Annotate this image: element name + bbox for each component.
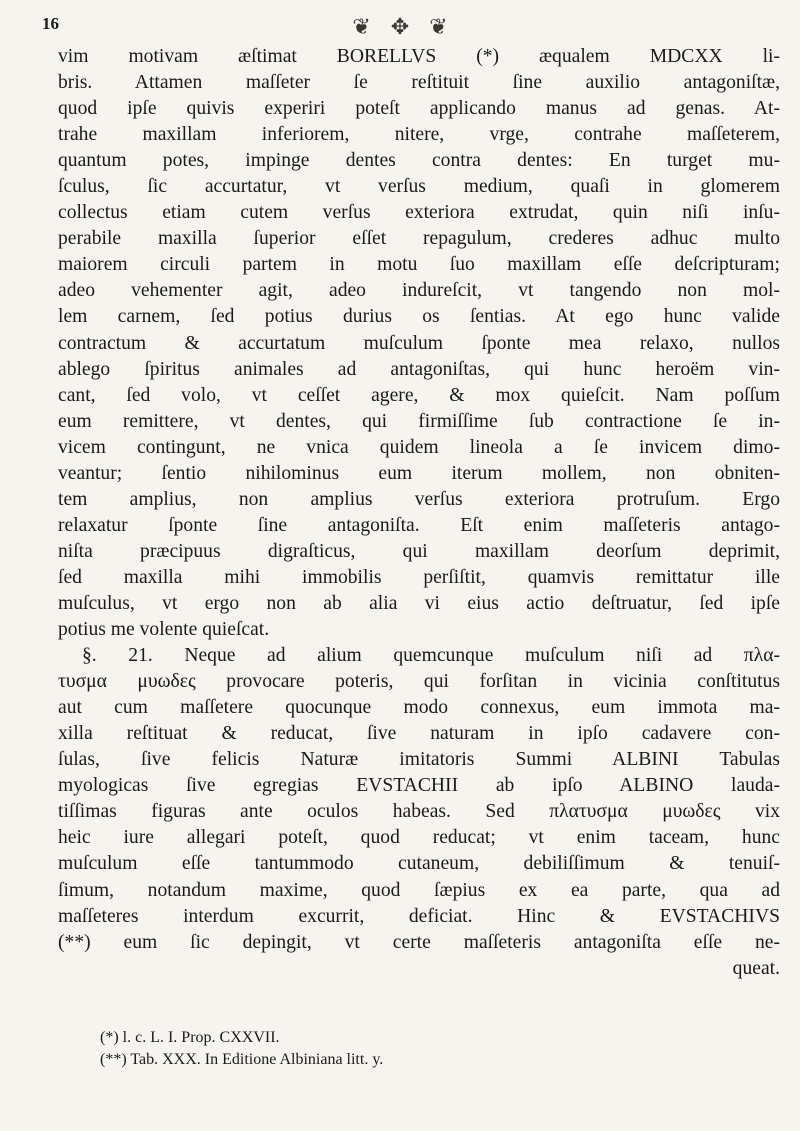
text-line: quantum potes, impinge dentes contra dentes: En turget mu- (58, 150, 780, 172)
section-heading-line: §. 21. Neque ad alium quemcunque muſculum niſi ad πλα- (82, 645, 780, 667)
text-line: tem amplius, non amplius verſus exteriora protruſum. Ergo (58, 488, 780, 510)
footnote-1: (*) l. c. L. I. Prop. CXXVII. (100, 1029, 280, 1046)
text-line: ſed maxilla mihi immobilis perſiſtit, quamvis remittatur ille (58, 566, 780, 588)
text-line: lem carnem, ſed potius durius os ſentias. At ego hunc valide (58, 306, 780, 328)
text-line: cant, ſed volo, vt ceſſet agere, & mox quieſcit. Nam poſſum (58, 384, 780, 406)
text-line: trahe maxillam inferiorem, nitere, vrge, contrahe maſſeterem, (58, 124, 780, 146)
catchword-line: queat. (732, 957, 780, 979)
text-line: ſimum, notandum maxime, quod ſæpius ex ea parte, qua ad (58, 879, 780, 901)
text-line: ſulas, ſive felicis Naturæ imitatoris Summi ALBINI Tabulas (58, 749, 780, 771)
text-line: eum remittere, vt dentes, qui firmiſſime ſub contractione ſe in- (58, 410, 780, 432)
text-line: niſta præcipuus digraſticus, qui maxillam deorſum deprimit, (58, 540, 780, 562)
text-line: τυσμα μυωδες provocare poteris, qui forſitan in vicinia conſtitutus (58, 671, 780, 693)
page-edge-shadow (786, 250, 800, 1110)
text-line: maiorem circuli partem in motu ſuo maxillam eſſe deſcripturam; (58, 254, 780, 276)
footnote-2: (**) Tab. XXX. In Editione Albiniana litt. y. (100, 1051, 384, 1068)
text-line: contractum & accurtatum muſculum ſponte mea relaxo, nullos (58, 332, 780, 354)
text-line: ablego ſpiritus animales ad antagoniſtas, qui hunc heroëm vin- (58, 358, 780, 380)
page-number: 16 (42, 14, 59, 33)
text-line: potius me volente quieſcat. (58, 619, 270, 641)
text-line: relaxatur ſponte ſine antagoniſta. Eſt enim maſſeteris antago- (58, 514, 780, 536)
cross-ornament-icon: ✥ (390, 14, 410, 39)
fleuron-icon: ❦ (352, 14, 371, 39)
text-line: heic iure allegari poteſt, quod reducat; vt enim taceam, hunc (58, 827, 780, 849)
text-line: aut cum maſſetere quocunque modo connexus, eum immota ma- (58, 697, 780, 719)
text-line: ſculus, ſic accurtatur, vt verſus medium, quaſi in glomerem (58, 176, 780, 198)
text-line: adeo vehementer agit, adeo indureſcit, vt tangendo non mol- (58, 280, 780, 302)
text-line: quod ipſe quivis experiri poteſt applicando manus ad genas. At- (58, 98, 780, 120)
text-line: perabile maxilla ſuperior eſſet repagulum, crederes adhuc multo (58, 228, 780, 250)
text-line: muſculus, vt ergo non ab alia vi eius actio deſtruatur, ſed ipſe (58, 592, 780, 614)
text-line: xilla reſtituat & reducat, ſive naturam in ipſo cadavere con- (58, 723, 780, 745)
text-line: collectus etiam cutem verſus exteriora extrudat, quin niſi inſu- (58, 202, 780, 224)
text-line: vicem contingunt, ne vnica quidem lineola a ſe invicem dimo- (58, 436, 780, 458)
page-header (0, 0, 800, 48)
text-line: myologicas ſive egregias EVSTACHII ab ipſo ALBINO lauda- (58, 775, 780, 797)
text-line: (**) eum ſic depingit, vt certe maſſeteris antagoniſta eſſe ne- (58, 931, 780, 953)
text-line: bris. Attamen maſſeter ſe reſtituit ſine auxilio antagoniſtæ, (58, 72, 780, 94)
body-text (58, 44, 780, 982)
text-line: vim motivam æſtimat BORELLVS (*) æqualem MDCXX li- (58, 46, 780, 67)
header-ornament (290, 14, 510, 40)
text-line: veantur; ſentio nihilominus eum iterum mollem, non obniten- (58, 462, 780, 484)
text-line: maſſeteres interdum excurrit, deficiat. Hinc & EVSTACHIVS (58, 905, 780, 927)
text-line: muſculum eſſe tantummodo cutaneum, debiliſſimum & tenuiſ- (58, 853, 780, 875)
footnotes (100, 1027, 720, 1071)
fleuron-icon: ❦ (429, 14, 448, 39)
text-line: tiſſimas figuras ante oculos habeas. Sed πλατυσμα μυωδες vix (58, 801, 780, 823)
